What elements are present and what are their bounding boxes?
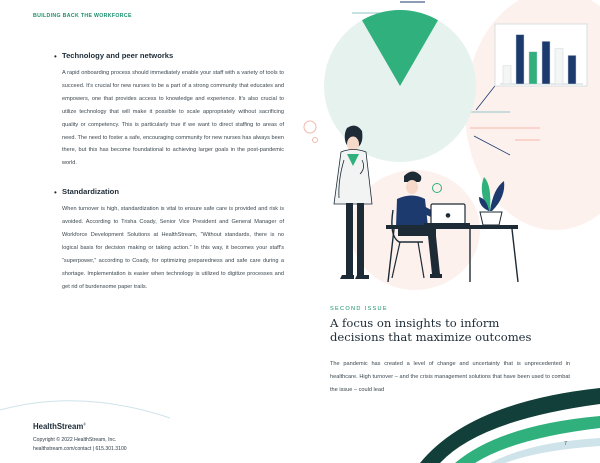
contact-link[interactable]: healthstream.com/contact | 615.301.3100 xyxy=(33,446,127,452)
bullet-dot-icon: • xyxy=(54,188,57,198)
kicker-label: SECOND ISSUE xyxy=(330,306,388,312)
logo-text: HealthStream xyxy=(33,422,84,431)
illustration-bar xyxy=(503,66,511,84)
bullet-technology xyxy=(54,51,284,170)
illustration-bar xyxy=(529,52,537,84)
copyright-text: Copyright © 2022 HealthStream, Inc. xyxy=(33,437,117,443)
laptop xyxy=(424,204,470,226)
illustration xyxy=(300,0,600,300)
left-column xyxy=(54,51,284,294)
bullet-paragraph: A rapid onboarding process should immediately enable your staff with a variety of tools to succeed. It's crucial for new nurses to be a part of a strong community that educates and empowers, one that provides access to knowledge and experience. It's also crucial to utilize technology that will make it possible to scale appropriately without sacrificing quality or competency. This is particularly true if we want to direct staffing to areas of need. The need to foster a safe, encouraging community for new nurses has always been there, but this has become foundational to achieving larger goals in the post-pandemic world. xyxy=(62,70,284,167)
illustration-bar xyxy=(555,49,563,84)
bullet-dot-icon: • xyxy=(54,52,57,61)
bullet-title: Technology and peer networks xyxy=(62,51,174,60)
healthstream-logo xyxy=(33,422,86,431)
bullet-paragraph: When turnover is high, standardization is vital to ensure safe care is provided and risk is avoided. According to Trisha Coady, Senior Vice President and General Manager of Workforce Development Solutions at HealthStream, “Without standards, there is no logical basis for decision making or taking action.” In this way, it becomes your staff's “superpower,” according to Coady, for optimizing preparedness and safe care during a shortage. Implementation is easier when technology is utilized to digitize processes and get rid of burdensome paper trails. xyxy=(62,206,284,290)
illustration-bar xyxy=(568,55,576,84)
section-header: BUILDING BACK THE WORKFORCE xyxy=(33,13,132,19)
bar-chart-card xyxy=(495,24,587,86)
footer-wave xyxy=(0,401,170,418)
bullet-title: Standardization xyxy=(62,187,119,197)
illustration-bar xyxy=(516,35,524,84)
section-paragraph: The pandemic has created a level of change and uncertainty that is unprecedented in healthcare. High turnover – and the crisis management solutions that have been used to combat the issue – could lead xyxy=(330,361,570,393)
page-number: 7 xyxy=(564,441,568,447)
section-headline xyxy=(330,316,570,344)
trademark-symbol: ® xyxy=(83,422,86,427)
bullet-standardization xyxy=(54,187,284,293)
headline-line-2: decisions that maximize outcomes xyxy=(330,330,532,344)
headline-line-1: A focus on insights to inform xyxy=(330,316,500,330)
illustration-bar xyxy=(542,41,550,84)
svg-text:●: ● xyxy=(445,212,451,219)
